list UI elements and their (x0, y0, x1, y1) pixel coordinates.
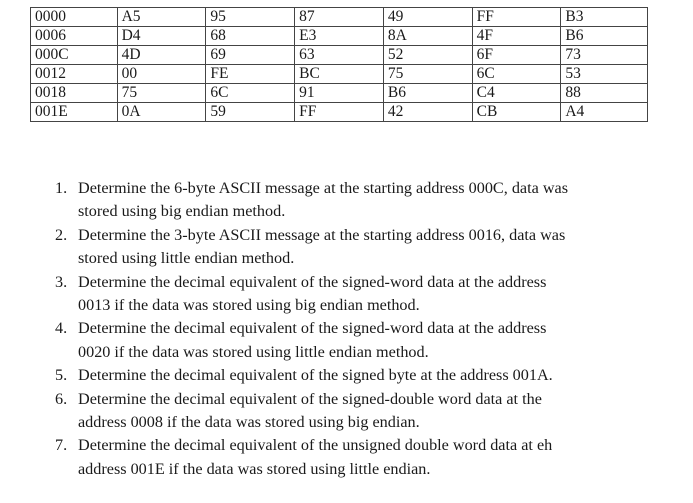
list-item (55, 177, 685, 224)
item-number: 5. (55, 366, 68, 385)
byte-cell: FF (295, 103, 384, 122)
list-item (55, 271, 685, 318)
list-item (55, 224, 685, 271)
byte-cell: B6 (561, 27, 648, 46)
table-row (31, 103, 648, 122)
byte-cell: 8A (383, 27, 472, 46)
byte-cell: 00 (117, 65, 206, 84)
byte-cell: A5 (117, 8, 206, 27)
byte-cell: 42 (383, 103, 472, 122)
question-line: Determine the decimal equivalent of the signed byte at the address 001A. (78, 366, 553, 385)
address-cell: 0006 (31, 27, 118, 46)
byte-cell: 52 (383, 46, 472, 65)
byte-cell: 6C (206, 84, 295, 103)
question-line: address 0008 if the data was stored using big endian. (78, 413, 420, 432)
byte-cell: D4 (117, 27, 206, 46)
question-line: stored using big endian method. (78, 202, 286, 221)
address-cell: 0012 (31, 65, 118, 84)
table-row (31, 46, 648, 65)
item-number: 7. (55, 436, 68, 455)
item-number: 1. (55, 179, 68, 197)
byte-cell: 0A (117, 103, 206, 122)
table-row (31, 84, 648, 103)
byte-cell: E3 (295, 27, 384, 46)
question-line: Determine the decimal equivalent of the signed-word data at the address (78, 319, 547, 338)
question-line: address 001E if the data was stored using little endian. (78, 459, 431, 478)
byte-cell: 53 (561, 65, 648, 84)
item-number: 4. (55, 319, 68, 338)
byte-cell: 69 (206, 46, 295, 65)
byte-cell: 75 (117, 84, 206, 103)
memory-hex-table (30, 7, 648, 122)
table-row (31, 65, 648, 84)
byte-cell: 88 (561, 84, 648, 103)
byte-cell: B3 (561, 8, 648, 27)
byte-cell: 4D (117, 46, 206, 65)
address-cell: 000C (31, 46, 118, 65)
question-list (55, 177, 685, 481)
byte-cell: 68 (206, 27, 295, 46)
byte-cell: 75 (383, 65, 472, 84)
list-item (55, 434, 685, 481)
byte-cell: 91 (295, 84, 384, 103)
byte-cell: C4 (472, 84, 561, 103)
question-line: Determine the 3-byte ASCII message at the starting address 0016, data was (78, 225, 566, 244)
byte-cell: 6C (472, 65, 561, 84)
byte-cell: CB (472, 103, 561, 122)
byte-cell: B6 (383, 84, 472, 103)
address-cell: 0018 (31, 84, 118, 103)
byte-cell: 95 (206, 8, 295, 27)
list-item (55, 317, 685, 364)
question-line: stored using little endian method. (78, 249, 295, 268)
byte-cell: A4 (561, 103, 648, 122)
byte-cell: 63 (295, 46, 384, 65)
byte-cell: 4F (472, 27, 561, 46)
table-row (31, 27, 648, 46)
item-number: 2. (55, 225, 68, 244)
byte-cell: FF (472, 8, 561, 27)
question-line: 0020 if the data was stored using little endian method. (78, 342, 429, 361)
question-line: Determine the 6-byte ASCII message at the starting address 000C, data was (78, 179, 568, 197)
question-line: Determine the decimal equivalent of the unsigned double word data at eh (78, 436, 553, 455)
question-line: Determine the decimal equivalent of the signed-word data at the address (78, 272, 547, 291)
question-line: 0013 if the data was stored using big endian method. (78, 296, 420, 315)
item-number: 3. (55, 272, 68, 291)
byte-cell: 49 (383, 8, 472, 27)
byte-cell: 6F (472, 46, 561, 65)
question-line: Determine the decimal equivalent of the signed-double word data at the (78, 389, 542, 408)
list-item (55, 388, 685, 435)
byte-cell: 73 (561, 46, 648, 65)
byte-cell: FE (206, 65, 295, 84)
byte-cell: 87 (295, 8, 384, 27)
list-item (55, 364, 685, 387)
address-cell: 001E (31, 103, 118, 122)
byte-cell: 59 (206, 103, 295, 122)
address-cell: 0000 (31, 8, 118, 27)
table-row (31, 8, 648, 27)
item-number: 6. (55, 389, 68, 408)
byte-cell: BC (295, 65, 384, 84)
